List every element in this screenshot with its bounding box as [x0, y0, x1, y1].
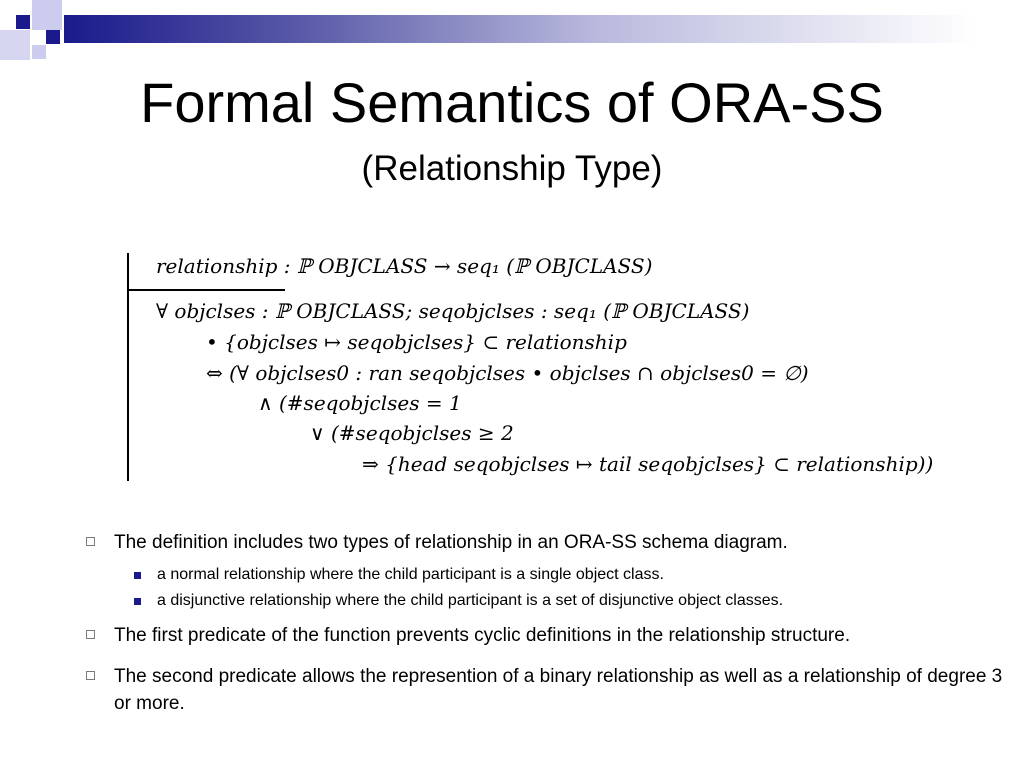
hollow-square-bullet-icon: [86, 630, 95, 639]
filled-square-bullet-icon: [134, 572, 141, 579]
slide-subtitle: (Relationship Type): [361, 149, 663, 188]
formula-line: ⇔ (∀ objclses0 : ran seqobjclses • objclses ∩ objclses0 = ∅): [206, 361, 809, 385]
schema-horizontal-rule: [127, 289, 285, 291]
corner-square-dark-2: [46, 30, 60, 44]
corner-square-light: [32, 0, 62, 30]
bullet-list: [82, 529, 1012, 723]
formula-line: • {objclses ↦ seqobjclses} ⊂ relationship: [206, 330, 627, 354]
hollow-square-bullet-icon: [86, 671, 95, 680]
sub-bullet-item: [82, 562, 1012, 588]
formula-line: ⇒ {head seqobjclses ↦ tail seqobjclses} ⊂ relationship)): [362, 452, 934, 476]
sub-bullet-text: a disjunctive relationship where the child participant is a set of disjunctive object classes.: [157, 592, 784, 609]
hollow-square-bullet-icon: [86, 537, 95, 546]
corner-square-mid: [0, 30, 30, 60]
bullet-item: [82, 529, 1012, 556]
formula-line: ∧ (#seqobjclses = 1: [258, 391, 462, 415]
formula-line: ∀ objclses : ℙ OBJCLASS; seqobjclses : seq₁ (ℙ OBJCLASS): [156, 299, 750, 323]
formula-declaration: relationship : ℙ OBJCLASS → seq₁ (ℙ OBJCLASS): [156, 254, 653, 278]
sub-bullet-text: a normal relationship where the child participant is a single object class.: [157, 566, 664, 583]
corner-square-dark: [16, 15, 30, 29]
bullet-item: [82, 663, 1012, 717]
bullet-text: The second predicate allows the represention of a binary relationship as well as a relationship of degree 3 or more.: [114, 666, 1003, 714]
bullet-text: The first predicate of the function prevents cyclic definitions in the relationship structure.: [114, 625, 851, 646]
sub-bullet-item: [82, 588, 1012, 614]
schema-vertical-rule: [127, 253, 129, 481]
z-schema-formula: [118, 245, 958, 487]
filled-square-bullet-icon: [134, 598, 141, 605]
formula-line: ∨ (#seqobjclses ≥ 2: [310, 421, 514, 445]
corner-square-light-2: [32, 45, 46, 59]
header-gradient-bar: [64, 15, 1024, 43]
slide-title: Formal Semantics of ORA-SS: [140, 71, 884, 134]
bullet-item: [82, 622, 1012, 649]
bullet-text: The definition includes two types of relationship in an ORA-SS schema diagram.: [114, 532, 788, 553]
